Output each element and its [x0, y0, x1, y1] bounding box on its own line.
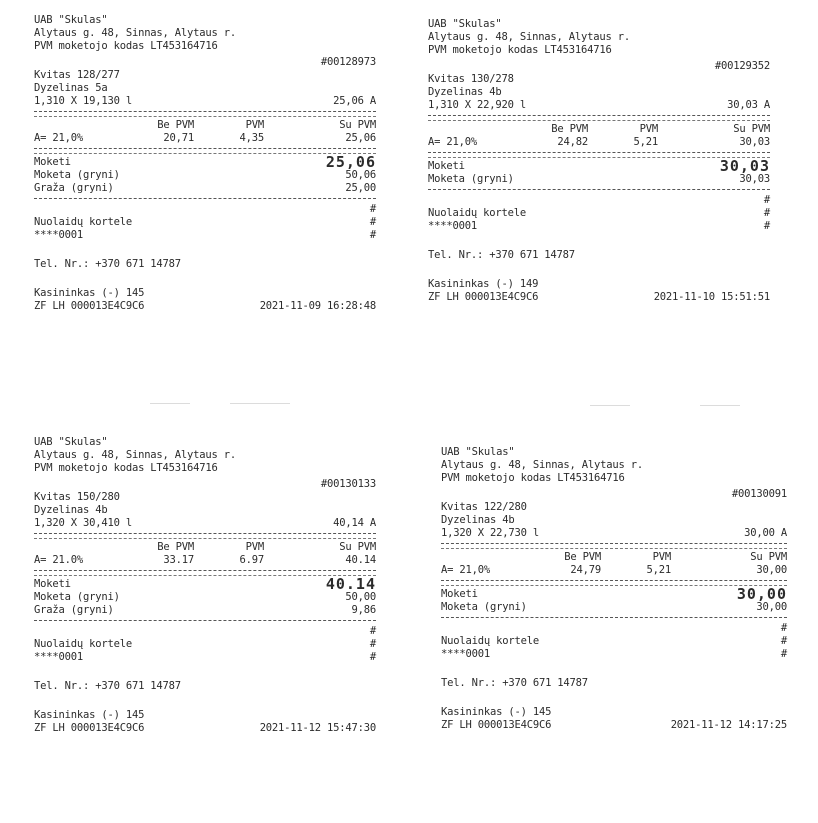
receipt-number: Kvitas 150/280	[34, 491, 120, 503]
paid-label: Moketa (gryni)	[441, 601, 527, 613]
line-total: 30,03 A	[727, 99, 770, 111]
separator	[441, 543, 787, 549]
fiscal-row	[34, 300, 376, 313]
discount-label: Nuolaidų kortele	[34, 216, 132, 228]
card-row	[428, 220, 770, 233]
company-name: UAB "Skulas"	[441, 446, 515, 458]
card-number: ****0001	[34, 229, 83, 241]
paid-label: Moketa (gryni)	[34, 169, 120, 181]
separator	[428, 115, 770, 121]
gross-header: Su PVM	[750, 551, 787, 563]
vat-amount: 6.97	[239, 554, 264, 566]
payment-total-row	[428, 157, 770, 175]
separator	[34, 570, 376, 576]
net-header: Be PVM	[564, 551, 601, 563]
line-total: 40,14 A	[333, 517, 376, 529]
gross-amount: 30,03	[739, 136, 770, 148]
phone-number: Tel. Nr.: +370 671 14787	[428, 249, 575, 261]
net-header: Be PVM	[157, 541, 194, 553]
net-header: Be PVM	[551, 123, 588, 135]
cashier: Kasininkas (-) 145	[441, 706, 552, 718]
payment-total: 25,06	[325, 153, 376, 171]
divider-line	[700, 405, 740, 406]
vat-header	[428, 123, 770, 136]
card-row	[34, 229, 376, 242]
fiscal-code: ZF LH 000013E4C9C6	[34, 722, 145, 734]
product-line	[428, 99, 770, 112]
separator	[34, 620, 376, 623]
phone-number: Tel. Nr.: +370 671 14787	[441, 677, 588, 689]
product-line	[34, 517, 376, 530]
net-amount: 20,71	[163, 132, 194, 144]
change-row	[34, 182, 376, 195]
discount-row	[34, 216, 376, 229]
quantity-calculation: 1,310 X 22,920 l	[428, 99, 526, 111]
vat-header	[441, 551, 787, 564]
paid-row	[428, 173, 770, 186]
paid-amount: 50,00	[345, 591, 376, 603]
line-total: 30,00 A	[744, 527, 787, 539]
payment-label: Moketi	[34, 156, 71, 168]
divider-line	[590, 405, 630, 406]
separator	[34, 148, 376, 154]
hash-mark: #	[780, 648, 787, 660]
receipt-number: Kvitas 128/277	[34, 69, 120, 81]
receipt-2	[428, 18, 770, 304]
vat-rate: A= 21.0%	[34, 554, 83, 566]
hash-mark: #	[763, 220, 770, 232]
document-number: #00128973	[320, 56, 376, 68]
hash-mark: #	[763, 207, 770, 219]
fiscal-code: ZF LH 000013E4C9C6	[34, 300, 145, 312]
vat-amount: 4,35	[239, 132, 264, 144]
payment-total-row	[441, 585, 787, 603]
gross-header: Su PVM	[733, 123, 770, 135]
quantity-calculation: 1,320 X 30,410 l	[34, 517, 132, 529]
vat-row	[441, 564, 787, 577]
paid-label: Moketa (gryni)	[34, 591, 120, 603]
vat-row	[34, 132, 376, 145]
separator	[428, 152, 770, 158]
vat-code: PVM moketojo kodas LT453164716	[34, 40, 218, 52]
product-line	[34, 95, 376, 108]
line-total: 25,06 A	[333, 95, 376, 107]
phone-number: Tel. Nr.: +370 671 14787	[34, 680, 181, 692]
net-amount: 24,82	[557, 136, 588, 148]
hash-mark: #	[369, 203, 376, 215]
paid-row	[34, 591, 376, 604]
company-address: Alytaus g. 48, Sinnas, Alytaus r.	[428, 31, 631, 43]
vat-code: PVM moketojo kodas LT453164716	[441, 472, 625, 484]
receipt-4	[441, 446, 787, 732]
discount-label: Nuolaidų kortele	[428, 207, 526, 219]
vat-header-label: PVM	[639, 123, 658, 135]
payment-label: Moketi	[34, 578, 71, 590]
separator	[441, 617, 787, 620]
cashier: Kasininkas (-) 149	[428, 278, 539, 290]
document-number: #00130133	[320, 478, 376, 490]
payment-label: Moketi	[428, 160, 465, 172]
fiscal-row	[441, 719, 787, 732]
vat-header	[34, 119, 376, 132]
card-row	[34, 651, 376, 664]
card-row	[441, 648, 787, 661]
change-amount: 25,00	[345, 182, 376, 194]
paid-amount: 30,03	[739, 173, 770, 185]
document-number: #00130091	[731, 488, 787, 500]
paid-row	[441, 601, 787, 614]
receipt-1	[34, 14, 376, 313]
receipt-datetime: 2021-11-10 15:51:51	[653, 291, 770, 303]
payment-total: 40.14	[325, 575, 376, 593]
change-row	[34, 604, 376, 617]
discount-row	[441, 635, 787, 648]
receipt-datetime: 2021-11-09 16:28:48	[259, 300, 376, 312]
company-address: Alytaus g. 48, Sinnas, Alytaus r.	[441, 459, 644, 471]
payment-total-row	[34, 575, 376, 593]
vat-amount: 5,21	[633, 136, 658, 148]
separator	[34, 533, 376, 539]
vat-rate: A= 21,0%	[34, 132, 83, 144]
quantity-calculation: 1,310 X 19,130 l	[34, 95, 132, 107]
separator	[441, 580, 787, 586]
payment-total-row	[34, 153, 376, 171]
product-name: Dyzelinas 5a	[34, 82, 108, 94]
hash-mark: #	[369, 651, 376, 663]
receipt-datetime: 2021-11-12 14:17:25	[670, 719, 787, 731]
change-label: Graža (gryni)	[34, 182, 114, 194]
hash-mark: #	[763, 194, 770, 206]
receipt-3	[34, 436, 376, 735]
vat-row	[428, 136, 770, 149]
divider-line	[230, 403, 290, 404]
company-address: Alytaus g. 48, Sinnas, Alytaus r.	[34, 449, 237, 461]
vat-code: PVM moketojo kodas LT453164716	[34, 462, 218, 474]
separator	[34, 111, 376, 117]
receipt-number: Kvitas 122/280	[441, 501, 527, 513]
company-name: UAB "Skulas"	[34, 436, 108, 448]
product-line	[441, 527, 787, 540]
net-amount: 33.17	[163, 554, 194, 566]
payment-total: 30,00	[736, 585, 787, 603]
divider-line	[150, 403, 190, 404]
discount-label: Nuolaidų kortele	[34, 638, 132, 650]
payment-label: Moketi	[441, 588, 478, 600]
gross-header: Su PVM	[339, 541, 376, 553]
cashier: Kasininkas (-) 145	[34, 709, 145, 721]
hash-mark: #	[369, 216, 376, 228]
paid-label: Moketa (gryni)	[428, 173, 514, 185]
gross-amount: 25,06	[345, 132, 376, 144]
card-number: ****0001	[428, 220, 477, 232]
vat-header-label: PVM	[245, 119, 264, 131]
vat-rate: A= 21,0%	[441, 564, 490, 576]
gross-amount: 30,00	[756, 564, 787, 576]
receipt-datetime: 2021-11-12 15:47:30	[259, 722, 376, 734]
document-number: #00129352	[714, 60, 770, 72]
vat-header-label: PVM	[652, 551, 671, 563]
product-name: Dyzelinas 4b	[34, 504, 108, 516]
phone-number: Tel. Nr.: +370 671 14787	[34, 258, 181, 270]
net-amount: 24,79	[570, 564, 601, 576]
gross-amount: 40.14	[345, 554, 376, 566]
separator	[428, 189, 770, 192]
payment-total: 30,03	[719, 157, 770, 175]
vat-code: PVM moketojo kodas LT453164716	[428, 44, 612, 56]
fiscal-row	[428, 291, 770, 304]
product-name: Dyzelinas 4b	[428, 86, 502, 98]
hash-mark: #	[780, 622, 787, 634]
discount-row	[428, 207, 770, 220]
card-number: ****0001	[441, 648, 490, 660]
company-address: Alytaus g. 48, Sinnas, Alytaus r.	[34, 27, 237, 39]
hash-mark: #	[369, 229, 376, 241]
company-name: UAB "Skulas"	[428, 18, 502, 30]
vat-amount: 5,21	[646, 564, 671, 576]
paid-amount: 50,06	[345, 169, 376, 181]
card-number: ****0001	[34, 651, 83, 663]
vat-header-label: PVM	[245, 541, 264, 553]
discount-row	[34, 638, 376, 651]
fiscal-code: ZF LH 000013E4C9C6	[428, 291, 539, 303]
paid-row	[34, 169, 376, 182]
hash-mark: #	[369, 638, 376, 650]
fiscal-row	[34, 722, 376, 735]
net-header: Be PVM	[157, 119, 194, 131]
product-name: Dyzelinas 4b	[441, 514, 515, 526]
vat-row	[34, 554, 376, 567]
gross-header: Su PVM	[339, 119, 376, 131]
fiscal-code: ZF LH 000013E4C9C6	[441, 719, 552, 731]
change-amount: 9,86	[351, 604, 376, 616]
separator	[34, 198, 376, 201]
hash-mark: #	[780, 635, 787, 647]
change-label: Graža (gryni)	[34, 604, 114, 616]
cashier: Kasininkas (-) 145	[34, 287, 145, 299]
vat-header	[34, 541, 376, 554]
quantity-calculation: 1,320 X 22,730 l	[441, 527, 539, 539]
discount-label: Nuolaidų kortele	[441, 635, 539, 647]
company-name: UAB "Skulas"	[34, 14, 108, 26]
hash-mark: #	[369, 625, 376, 637]
vat-rate: A= 21,0%	[428, 136, 477, 148]
receipt-number: Kvitas 130/278	[428, 73, 514, 85]
paid-amount: 30,00	[756, 601, 787, 613]
